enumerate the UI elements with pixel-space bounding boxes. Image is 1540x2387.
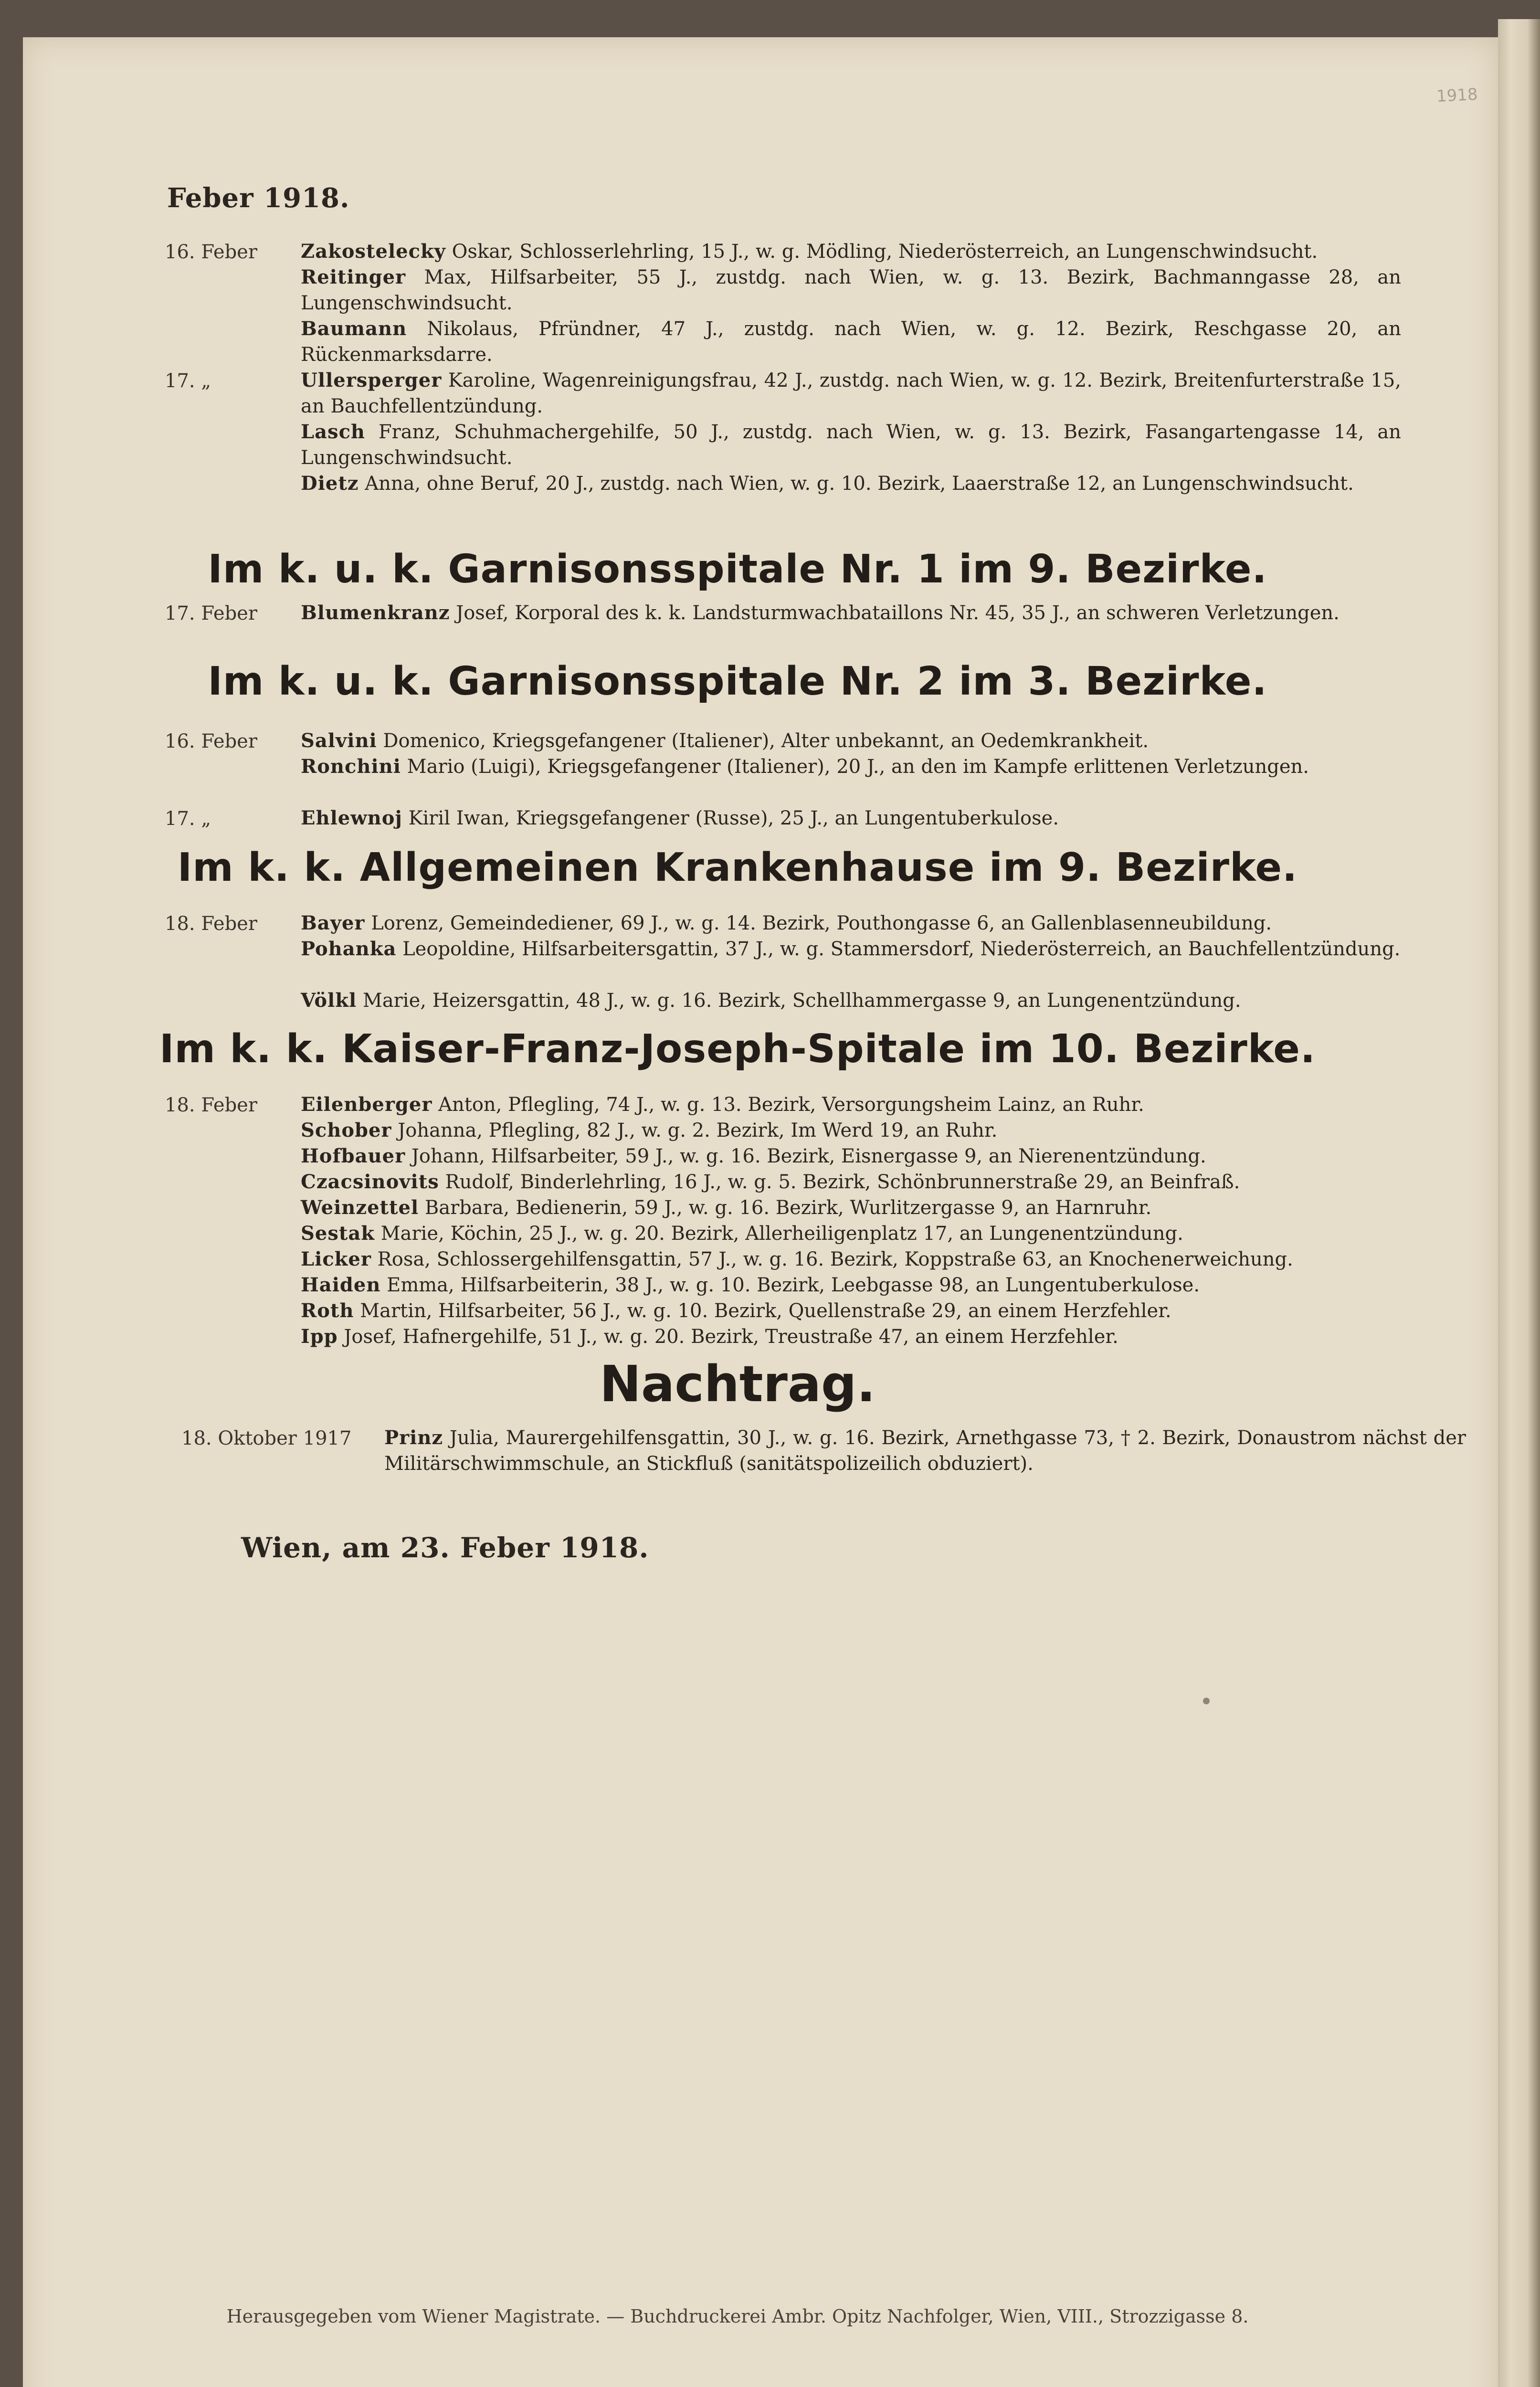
entry-text: Anna, ohne Beruf, 20 J., zustdg. nach Wien, w. g. 10. Bezirk, Laaerstraße 12, an Lungenschwindsucht. (359, 473, 1354, 495)
entry-name: Schober (301, 1119, 392, 1141)
entry-text: Marie, Köchin, 25 J., w. g. 20. Bezirk, Allerheiligenplatz 17, an Lungenentzündung. (374, 1223, 1183, 1245)
entry-name: Licker (301, 1248, 371, 1270)
entry-name: Ehlewnoj (301, 807, 402, 829)
entry-name: Zakostelecky (301, 240, 446, 263)
closing-line: Wien, am 23. Feber 1918. (241, 1531, 649, 1564)
entry-date: 17. Feber (165, 602, 257, 624)
death-entry (301, 1324, 1466, 1350)
entry-name: Bayer (301, 912, 365, 934)
entry-name: Hofbauer (301, 1145, 406, 1167)
entry-text: Max, Hilfsarbeiter, 55 J., zustdg. nach Wien, w. g. 13. Bezirk, Bachmanngasse 28, an Lungenschwindsucht. (301, 266, 1401, 314)
entry-text: Josef, Korporal des k. k. Landsturmwachbataillons Nr. 45, 35 J., an schweren Verletzungen. (450, 602, 1340, 624)
entry-text: Karoline, Wagenreinigungsfrau, 42 J., zustdg. nach Wien, w. g. 12. Bezirk, Breitenfurterstraße 15, an Bauchfellentzündung. (301, 370, 1401, 417)
entry-name: Baumann (301, 317, 407, 340)
death-entry (301, 316, 1401, 368)
death-entry (301, 419, 1401, 471)
entry-text: Leopoldine, Hilfsarbeitersgattin, 37 J., w. g. Stammersdorf, Niederösterreich, an Bauchfellentzündung. (396, 938, 1401, 960)
death-entry (301, 264, 1401, 316)
entry-text: Mario (Luigi), Kriegsgefangener (Italiener), 20 J., an den im Kampfe erlittenen Verletzungen. (401, 756, 1309, 778)
entry-text: Johanna, Pflegling, 82 J., w. g. 2. Bezirk, Im Werd 19, an Ruhr. (391, 1120, 998, 1141)
entry-text: Julia, Maurergehilfensgattin, 30 J., w. g. 16. Bezirk, Arnethgasse 73, † 2. Bezirk, Donaustrom nächst der Militärschwimmschule, an Stickfluß (sanitätspolizeilich obduziert). (384, 1427, 1466, 1475)
death-entry (301, 1221, 1466, 1246)
entry-text: Kiril Iwan, Kriegsgefangener (Russe), 25 J., an Lungentuberkulose. (402, 807, 1059, 829)
entry-name: Salvini (301, 729, 377, 752)
section-heading: Im k. u. k. Garnisonsspitale Nr. 1 im 9. Bezirke. (208, 547, 1267, 592)
entry-name: Eilenberger (301, 1093, 432, 1116)
death-entry (301, 1092, 1466, 1118)
entry-text: Domenico, Kriegsgefangener (Italiener), Alter unbekannt, an Oedemkrankheit. (377, 730, 1149, 752)
entry-name: Prinz (384, 1426, 443, 1449)
entry-name: Pohanka (301, 938, 397, 960)
death-entry (301, 936, 1466, 962)
entry-name: Ronchini (301, 755, 401, 778)
entry-text: Marie, Heizersgattin, 48 J., w. g. 16. Bezirk, Schellhammergasse 9, an Lungenentzündung. (357, 990, 1241, 1012)
entry-name: Ipp (301, 1325, 338, 1348)
entry-text: Franz, Schuhmachergehilfe, 50 J., zustdg. nach Wien, w. g. 13. Bezirk, Fasangartengasse 14, an Lungenschwindsucht. (301, 421, 1401, 469)
entry-name: Czacsinovits (301, 1171, 439, 1193)
entry-text: Anton, Pflegling, 74 J., w. g. 13. Bezirk, Versorgungsheim Lainz, an Ruhr. (432, 1094, 1144, 1116)
death-entry (384, 1425, 1466, 1477)
death-entry (301, 988, 1466, 1014)
entry-date: 18. Feber (165, 1094, 257, 1116)
death-entry (301, 1272, 1466, 1298)
entry-name: Dietz (301, 472, 359, 495)
entry-text: Lorenz, Gemeindediener, 69 J., w. g. 14. Bezirk, Pouthongasse 6, an Gallenblasenneubildung. (365, 912, 1272, 934)
death-entry (301, 600, 1466, 626)
entry-name: Reitinger (301, 266, 406, 288)
entry-text: Barbara, Bedienerin, 59 J., w. g. 16. Bezirk, Wurlitzergasse 9, an Harnruhr. (419, 1197, 1152, 1219)
death-entry (301, 910, 1466, 936)
death-entry (301, 239, 1401, 264)
death-entry (301, 1246, 1466, 1272)
death-entry (301, 1298, 1466, 1324)
entry-name: Roth (301, 1299, 354, 1322)
entry-text: Oskar, Schlosserlehrling, 15 J., w. g. Mödling, Niederösterreich, an Lungenschwindsucht. (445, 241, 1318, 263)
entry-name: Sestak (301, 1222, 375, 1245)
death-entry (301, 1195, 1466, 1221)
printer-imprint: Herausgegeben vom Wiener Magistrate. — Buchdruckerei Ambr. Opitz Nachfolger, Wien, VIII., Strozzigasse 8. (226, 2306, 1249, 2327)
entry-text: Martin, Hilfsarbeiter, 56 J., w. g. 10. Bezirk, Quellenstraße 29, an einem Herzfehler. (354, 1300, 1171, 1322)
book-gutter (1498, 19, 1540, 2387)
entry-text: Rosa, Schlossergehilfensgattin, 57 J., w. g. 16. Bezirk, Koppstraße 63, an Knochenerweichung. (371, 1248, 1293, 1270)
entry-text: Rudolf, Binderlehrling, 16 J., w. g. 5. Bezirk, Schönbrunnerstraße 29, an Beinfraß. (439, 1171, 1240, 1193)
entry-text: Johann, Hilfsarbeiter, 59 J., w. g. 16. Bezirk, Eisnergasse 9, an Nierenentzündung. (405, 1145, 1206, 1167)
entry-name: Lasch (301, 421, 365, 443)
entry-date: 18. Feber (165, 913, 257, 935)
entry-date: 16. Feber (165, 730, 257, 752)
entry-text: Emma, Hilfsarbeiterin, 38 J., w. g. 10. Bezirk, Leebgasse 98, an Lungentuberkulose. (380, 1274, 1200, 1296)
section-heading: Im k. k. Allgemeinen Krankenhause im 9. Bezirke. (177, 845, 1298, 890)
entry-date: 18. Oktober 1917 (181, 1427, 352, 1449)
entry-text: Nikolaus, Pfründner, 47 J., zustdg. nach Wien, w. g. 12. Bezirk, Reschgasse 20, an Rückenmarksdarre. (301, 318, 1401, 366)
entry-name: Ullersperger (301, 369, 442, 391)
entry-text: Josef, Hafnergehilfe, 51 J., w. g. 20. Bezirk, Treustraße 47, an einem Herzfehler. (338, 1326, 1118, 1348)
death-entry (301, 1169, 1466, 1195)
death-entry (301, 754, 1466, 780)
death-entry (301, 1118, 1466, 1143)
entry-name: Weinzettel (301, 1196, 419, 1219)
pencil-annotation: 1918 (1436, 84, 1478, 106)
entry-date: 17. „ (165, 370, 211, 392)
month-header: Feber 1918. (167, 182, 350, 214)
entry-date: 16. Feber (165, 241, 257, 263)
death-entry (301, 805, 1466, 831)
paper-speck (1203, 1698, 1210, 1704)
death-entry (301, 1143, 1466, 1169)
addendum-heading: Nachtrag. (599, 1355, 876, 1413)
section-heading: Im k. u. k. Garnisonsspitale Nr. 2 im 3. Bezirke. (208, 659, 1267, 704)
death-entry (301, 368, 1401, 419)
death-entry (301, 728, 1466, 754)
entry-name: Blumenkranz (301, 602, 450, 624)
section-heading: Im k. k. Kaiser-Franz-Joseph-Spitale im 10. Bezirke. (159, 1026, 1316, 1072)
entry-name: Völkl (301, 989, 357, 1012)
entry-name: Haiden (301, 1274, 381, 1296)
entry-date: 17. „ (165, 808, 211, 830)
death-entry (301, 471, 1401, 496)
